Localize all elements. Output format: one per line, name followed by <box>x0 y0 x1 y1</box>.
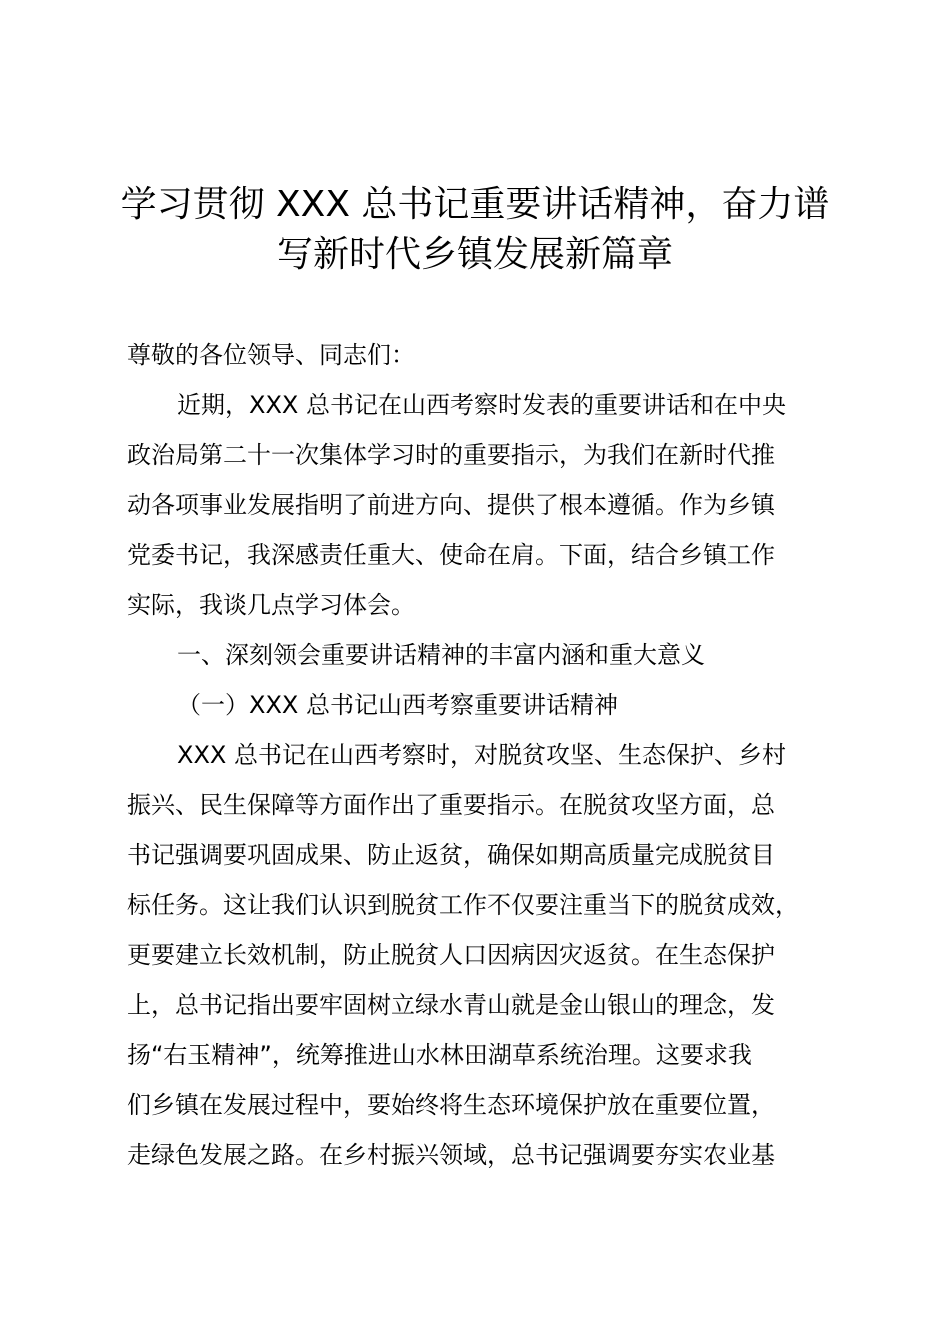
paragraph-2-line-1: XXX 总书记在山西考察时，对脱贫攻坚、生态保护、乡村 <box>177 741 786 769</box>
paragraph-1-line-4: 党委书记，我深感责任重大、使命在肩。下面，结合乡镇工作 <box>127 541 775 569</box>
paragraph-2-line-6: 上，总书记指出要牢固树立绿水青山就是金山银山的理念，发 <box>127 991 775 1019</box>
paragraph-1-line-2: 政治局第二十一次集体学习时的重要指示，为我们在新时代推 <box>127 441 775 469</box>
document-title-line-2: 写新时代乡镇发展新篇章 <box>276 234 673 275</box>
paragraph-2-line-8: 们乡镇在发展过程中，要始终将生态环境保护放在重要位置， <box>127 1091 775 1119</box>
document-title-line-1: 学习贯彻 XXX 总书记重要讲话精神，奋力谱 <box>120 184 830 225</box>
paragraph-1-line-3: 动各项事业发展指明了前进方向、提供了根本遵循。作为乡镇 <box>127 491 775 519</box>
paragraph-2-line-4: 标任务。这让我们认识到脱贫工作不仅要注重当下的脱贫成效， <box>127 891 799 919</box>
salutation: 尊敬的各位领导、同志们： <box>127 341 415 369</box>
paragraph-2-line-2: 振兴、民生保障等方面作出了重要指示。在脱贫攻坚方面，总 <box>127 791 775 819</box>
paragraph-2-line-9: 走绿色发展之路。在乡村振兴领域，总书记强调要夯实农业基 <box>127 1141 775 1169</box>
section-heading-1: 一、深刻领会重要讲话精神的丰富内涵和重大意义 <box>177 641 705 669</box>
paragraph-2-line-3: 书记强调要巩固成果、防止返贫，确保如期高质量完成脱贫目 <box>127 841 775 869</box>
paragraph-1-line-5: 实际，我谈几点学习体会。 <box>127 591 415 619</box>
paragraph-1-line-1: 近期，XXX 总书记在山西考察时发表的重要讲话和在中央 <box>177 391 786 419</box>
section-subheading-1: （一）XXX 总书记山西考察重要讲话精神 <box>177 691 618 719</box>
paragraph-2-line-5: 更要建立长效机制，防止脱贫人口因病因灾返贫。在生态保护 <box>127 941 775 969</box>
paragraph-2-line-7: 扬“右玉精神”，统筹推进山水林田湖草系统治理。这要求我 <box>127 1041 752 1069</box>
